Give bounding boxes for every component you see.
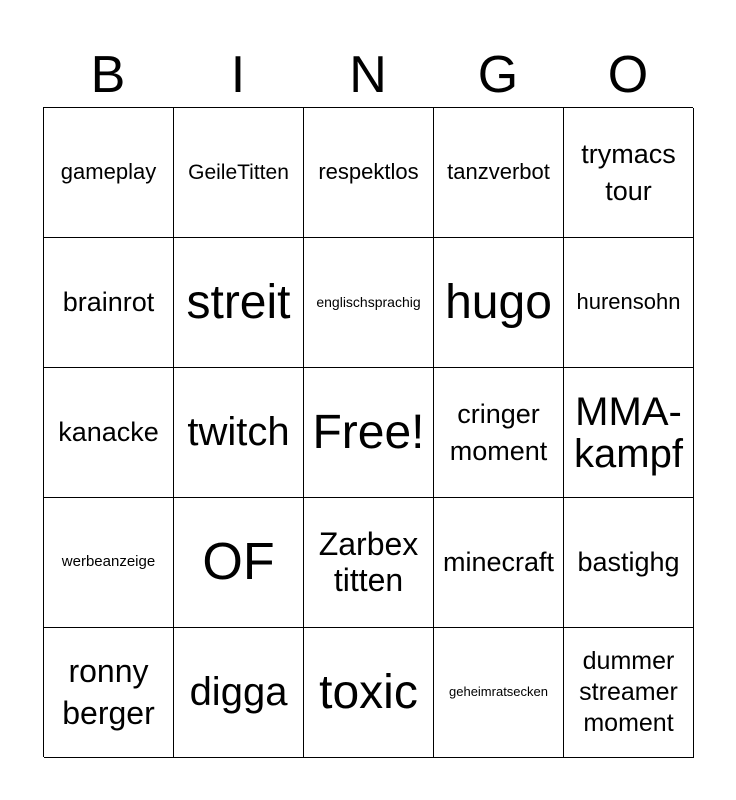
bingo-cell[interactable] xyxy=(44,238,174,368)
bingo-cell[interactable] xyxy=(44,498,174,628)
bingo-cell[interactable] xyxy=(564,108,694,238)
bingo-cell[interactable] xyxy=(434,368,564,498)
bingo-cell[interactable] xyxy=(174,368,304,498)
cell-text: minecraft xyxy=(442,547,555,578)
bingo-cell[interactable] xyxy=(434,628,564,758)
cell-text: gameplay xyxy=(60,159,157,185)
cell-text: bastighg xyxy=(577,547,680,578)
cell-text: geheimratsecken xyxy=(449,684,548,700)
cell-text: werbeanzeige xyxy=(61,553,156,571)
bingo-cell[interactable] xyxy=(564,628,694,758)
bingo-header xyxy=(43,42,693,108)
cell-text: toxic xyxy=(319,665,418,719)
bingo-cell[interactable] xyxy=(434,108,564,238)
bingo-cell[interactable] xyxy=(304,498,434,628)
free-space-label: Free! xyxy=(312,405,425,459)
cell-text: tanzverbot xyxy=(447,159,550,185)
bingo-cell[interactable] xyxy=(564,498,694,628)
header-letter-n: N xyxy=(349,46,387,104)
cell-text: streit xyxy=(186,275,291,329)
cell-text: GeileTitten xyxy=(188,160,289,184)
bingo-cell[interactable] xyxy=(44,368,174,498)
bingo-cell[interactable] xyxy=(564,238,694,368)
header-letter-g: G xyxy=(477,46,519,104)
bingo-cell[interactable] xyxy=(174,108,304,238)
bingo-cell[interactable] xyxy=(174,498,304,628)
bingo-cell[interactable] xyxy=(434,238,564,368)
header-letter-b: B xyxy=(90,46,126,104)
cell-text: digga xyxy=(189,670,288,715)
cell-text: hugo xyxy=(445,275,552,329)
cell-text: brainrot xyxy=(62,287,155,318)
cell-text: ronny berger xyxy=(62,652,155,731)
bingo-board xyxy=(43,107,693,757)
bingo-cell[interactable] xyxy=(434,498,564,628)
cell-text: englischsprachig xyxy=(316,293,421,310)
bingo-cell[interactable] xyxy=(174,628,304,758)
header-letter-o: O xyxy=(607,46,649,104)
cell-text: hurensohn xyxy=(576,289,681,315)
cell-text: dummer streamer moment xyxy=(579,646,678,738)
bingo-cell[interactable] xyxy=(174,238,304,368)
free-space-cell[interactable] xyxy=(304,368,434,498)
bingo-cell[interactable] xyxy=(304,628,434,758)
bingo-cell[interactable] xyxy=(44,108,174,238)
cell-text: cringer moment xyxy=(449,399,548,466)
bingo-cell[interactable] xyxy=(304,108,434,238)
header-letter-i: I xyxy=(230,46,246,104)
cell-text: respektlos xyxy=(318,159,419,185)
cell-text: OF xyxy=(202,533,275,592)
cell-text: twitch xyxy=(187,410,290,455)
bingo-cell[interactable] xyxy=(564,368,694,498)
bingo-cell[interactable] xyxy=(44,628,174,758)
cell-text: kanacke xyxy=(58,417,159,448)
cell-text: trymacs tour xyxy=(581,139,676,206)
bingo-cell[interactable] xyxy=(304,238,434,368)
cell-text: MMA-kampf xyxy=(574,389,683,476)
cell-text: Zarbex titten xyxy=(318,525,419,598)
